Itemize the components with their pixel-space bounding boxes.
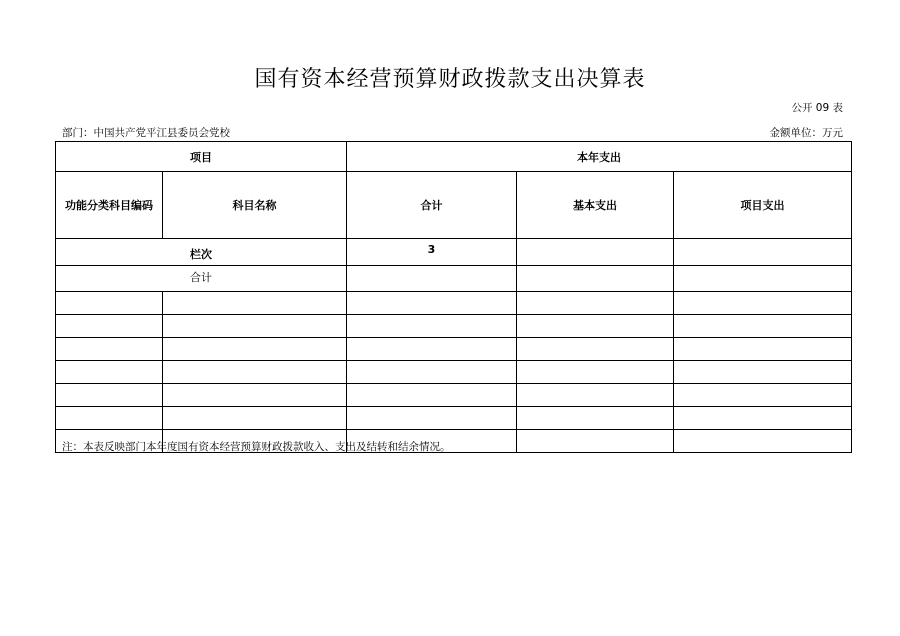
expenditure-table [55,141,852,453]
column-number-project [674,239,852,266]
cell-name [163,361,347,384]
cell-name [163,338,347,361]
cell-project [674,361,852,384]
cell-basic [517,315,674,338]
column-number-total: 3 [347,239,517,266]
column-number-label: 栏次 [56,239,347,266]
cell-name [163,407,347,430]
cell-name [163,384,347,407]
cell-project [674,338,852,361]
cell-total [347,361,517,384]
cell-project [674,292,852,315]
header-basic-expenditure: 基本支出 [517,172,674,239]
header-total: 合计 [347,172,517,239]
cell-code [56,384,163,407]
cell-code [56,361,163,384]
form-code: 公开 09 表 [791,102,843,114]
document-title: 国有资本经营预算财政拨款支出决算表 [254,67,646,92]
cell-project [674,430,852,453]
cell-name [163,315,347,338]
table-row [56,361,852,384]
total-row-project [674,266,852,292]
cell-basic [517,430,674,453]
cell-total [347,407,517,430]
header-current-year-expenditure: 本年支出 [347,142,852,172]
cell-total [347,315,517,338]
cell-basic [517,384,674,407]
cell-total [347,292,517,315]
cell-project [674,384,852,407]
cell-code [56,292,163,315]
cell-basic [517,407,674,430]
table-row [56,407,852,430]
table-row [56,292,852,315]
cell-name [163,292,347,315]
department-label: 部门：中国共产党平江县委员会党校 [62,127,230,139]
cell-total [347,384,517,407]
header-subject-name: 科目名称 [163,172,347,239]
cell-code [56,315,163,338]
table-note: 注：本表反映部门本年度国有资本经营预算财政拨款收入、支出及结转和结余情况。 [62,441,451,453]
amount-unit-label: 金额单位：万元 [769,127,843,139]
cell-basic [517,361,674,384]
total-row-label: 合计 [56,266,347,292]
cell-code [56,407,163,430]
cell-basic [517,292,674,315]
total-row-basic [517,266,674,292]
cell-total [347,338,517,361]
column-number-row [56,239,852,266]
table-row [56,338,852,361]
header-function-code: 功能分类科目编码 [56,172,163,239]
table-header-row-1 [56,142,852,172]
cell-project [674,315,852,338]
total-row [56,266,852,292]
header-project: 项目 [56,142,347,172]
table-header-row-2 [56,172,852,239]
cell-code [56,338,163,361]
total-row-total [347,266,517,292]
header-project-expenditure: 项目支出 [674,172,852,239]
table-row [56,384,852,407]
table-row [56,315,852,338]
column-number-basic [517,239,674,266]
cell-project [674,407,852,430]
cell-basic [517,338,674,361]
